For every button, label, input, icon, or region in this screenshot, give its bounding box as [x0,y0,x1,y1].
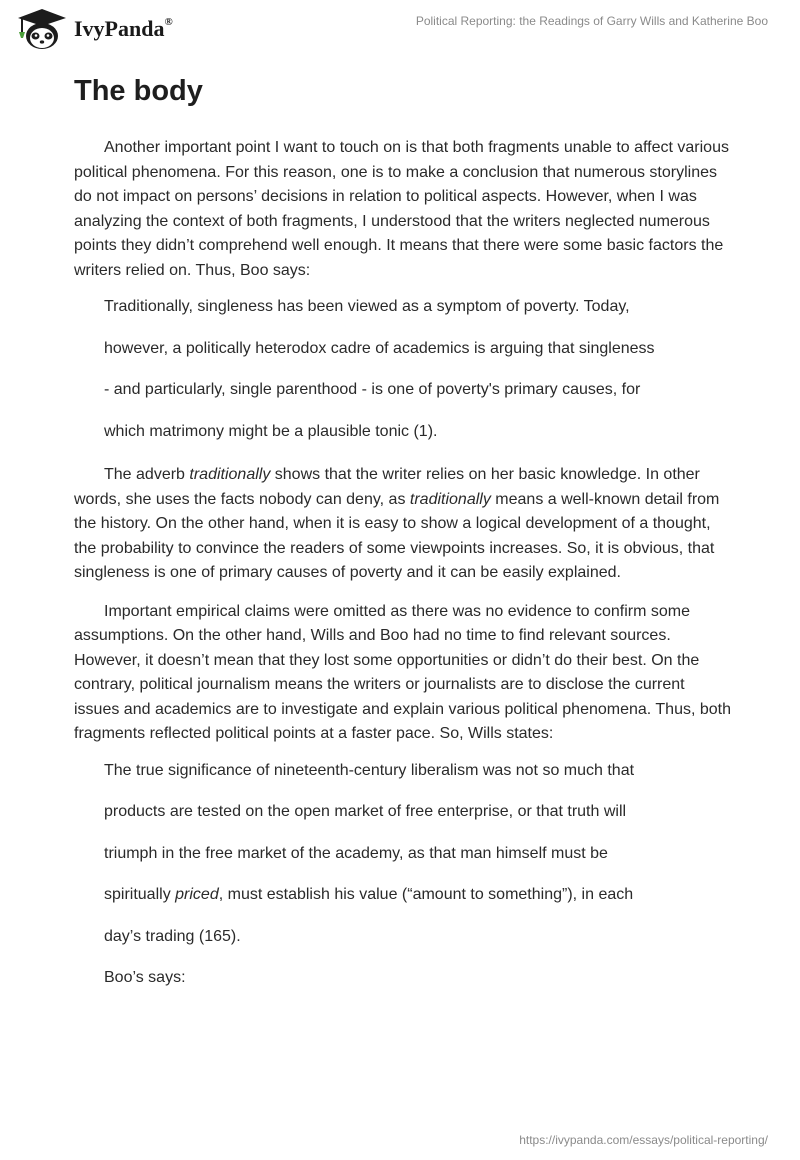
quote-line: day’s trading (165). [104,927,241,945]
quote-line: spiritually priced, must establish his value (“amount to something”), in each [104,886,634,903]
article-body [74,72,734,1010]
paragraph-1: Another important point I want to touch on is that both fragments unable to affect various political phenomena. For this reason, one is to make a conclusion that numerous storylines do not impact on persons’ decisions in relation to political aspects. However, when I was analyzing the context of both fragments, I understood that the writers neglected numerous points they didn’t comprehend well enough. It means that there were some basic factors the writers relied on. Thus, Boo says: [74,139,729,279]
quote-line: which matrimony might be a plausible tonic (1). [104,422,438,440]
paragraph-3: Important empirical claims were omitted as there was no evidence to confirm some assumptions. On the other hand, Wills and Boo had no time to find relevant sources. However, it doesn’t mean that they lost some opportunities or didn’t do their best. On the contrary, political journalism means the writers or journalists are to disclose the current issues and academics are to investigate and explain various political phenomena. Thus, both fragments reflected political points at a faster pace. So, Wills states: [74,602,731,742]
quote-line: triumph in the free market of the academy, as that man himself must be [104,844,608,862]
block-quote-boo [74,297,734,463]
quote-line: however, a politically heterodox cadre of academics is arguing that singleness [104,339,655,357]
quote-line: Traditionally, singleness has been viewed as a symptom of poverty. Today, [104,298,630,315]
closing-line: Boo’s says: [104,969,186,986]
section-heading: The body [74,75,203,107]
document-title: Political Reporting: the Readings of Garry Wills and Katherine Boo [415,14,768,28]
quote-line: - and particularly, single parenthood - is one of poverty's primary causes, for [104,381,641,398]
quote-line: products are tested on the open market of free enterprise, or that truth will [104,803,627,820]
block-quote-wills [74,761,734,1010]
paragraph-2: The adverb traditionally shows that the writer relies on her basic knowledge. In other words, she uses the facts nobody can deny, as traditionally means a well-known detail from the history. On the other hand, when it is easy to show a logical development of a thought, the probability to convince the readers of some viewpoints increases. So, it is obvious, that singleness is one of primary causes of poverty and it can be easily explained. [74,466,720,581]
ivypanda-logo[interactable] [14,8,173,52]
brand-name: IvyPanda® [74,15,173,41]
quote-line: The true significance of nineteenth-century liberalism was not so much that [104,761,635,779]
page-header [0,0,800,60]
source-url[interactable]: https://ivypanda.com/essays/political-reporting/ [519,1133,768,1147]
panda-graduation-cap-icon [14,8,72,52]
